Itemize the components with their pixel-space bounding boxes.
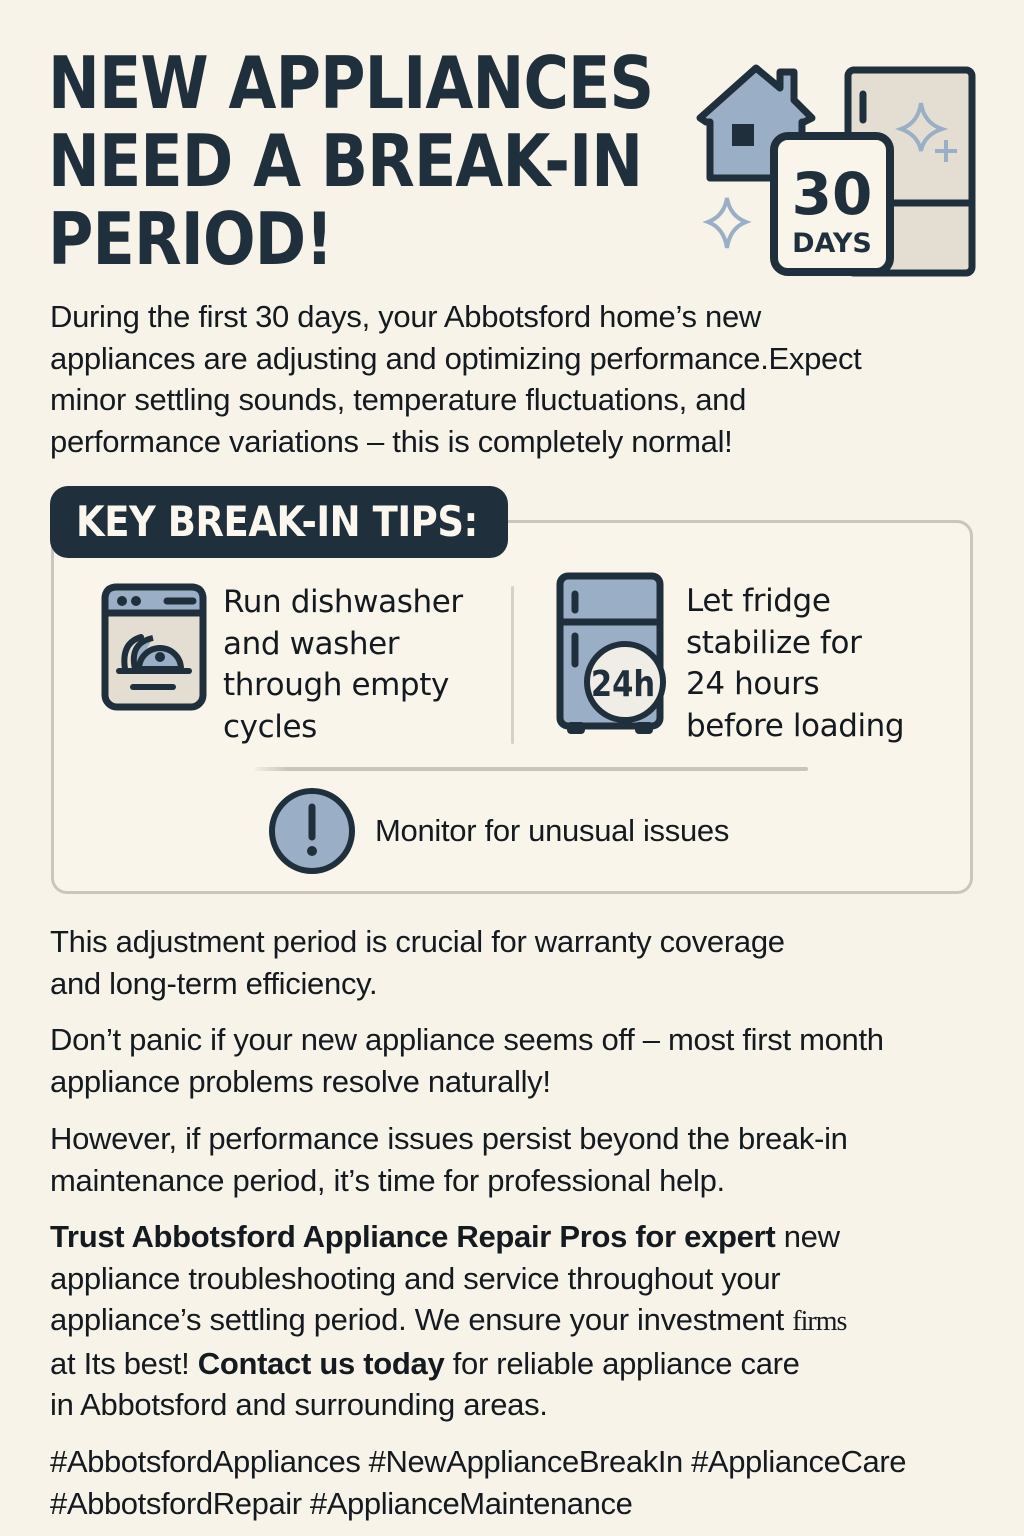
intro-paragraph [50,296,980,462]
intro-line: performance variations – this is completely normal! [50,423,733,459]
badge-label: DAYS [792,228,872,259]
paragraph-professional-help [50,1118,1010,1201]
alert-icon [268,787,356,875]
paragraph-line [50,1343,1010,1385]
paragraph-line: appliance troubleshooting and service throughout your [50,1260,781,1296]
title-line: PERIOD! [48,197,333,281]
tip-monitor-text: Monitor for unusual issues [375,813,730,848]
paragraph-dont-panic [50,1019,1010,1102]
intro-line: minor settling sounds, temperature fluctuations, and [50,382,747,417]
paragraph-line: Don’t panic if your new appliance seems off – most first month [50,1022,884,1057]
dishwasher-icon [101,583,207,711]
paragraph-line [50,1299,1010,1343]
text-span: firms [792,1306,847,1337]
tips-heading-text: KEY BREAK-IN TIPS: [76,497,478,546]
text-span: for reliable appliance care [444,1345,800,1381]
paragraph-line: and long-term efficiency. [50,965,378,1001]
text-span: new [775,1219,840,1254]
tip-line: cycles [223,708,317,745]
page-title [48,41,654,281]
paragraph-line [50,1216,1010,1258]
tips-vertical-divider [511,586,514,744]
calendar-badge-icon [774,136,890,272]
tip-line: 24 hours [686,666,820,702]
tip-line: stabilize for [686,624,862,661]
paragraph-line: maintenance period, it’s time for professional help. [50,1162,725,1198]
paragraph-line: appliance problems resolve naturally! [50,1063,551,1099]
fridge-badge-text: 24h [590,662,656,705]
intro-line: During the first 30 days, your Abbotsford home’s new [50,299,761,334]
hero-illustration [684,50,984,280]
tip-fridge-text [686,581,904,747]
text-span: appliance’s settling period. We ensure your investment [50,1302,793,1337]
paragraph-line: This adjustment period is crucial for warranty coverage [50,924,785,959]
paragraph-line: However, if performance issues persist beyond the break-in [50,1121,848,1156]
hashtag-line[interactable]: #AbbotsfordRepair #ApplianceMaintenance [50,1486,633,1521]
tip-line: and washer [223,625,400,662]
tips-heading [50,486,508,558]
paragraph-line: in Abbotsford and surrounding areas. [50,1387,548,1422]
tip-line: Run dishwasher [223,584,463,620]
tip-line: before loading [686,707,905,744]
paragraph-warranty [50,921,1010,1004]
tips-horizontal-divider [255,767,808,771]
tip-dishwasher-text [223,582,463,748]
hashtag-line[interactable]: #AbbotsfordAppliances #NewApplianceBreakIn #ApplianceCare [50,1444,907,1479]
title-line: NEW APPLIANCES [48,41,654,125]
hashtags [50,1441,1024,1525]
badge-number: 30 [791,160,873,228]
tip-line: Let fridge [686,583,831,619]
text-span: at Its best! [50,1345,198,1381]
tip-line: through empty [223,667,449,703]
title-line: NEED A BREAK-IN [48,119,643,203]
paragraph-call-to-action [50,1216,1010,1426]
intro-line: appliances are adjusting and optimizing performance.Expect [50,340,862,376]
contact-cta[interactable]: Contact us today [197,1345,445,1381]
fridge-24h-icon [555,572,667,738]
business-name: Trust Abbotsford Appliance Repair Pros for expert [50,1219,776,1254]
